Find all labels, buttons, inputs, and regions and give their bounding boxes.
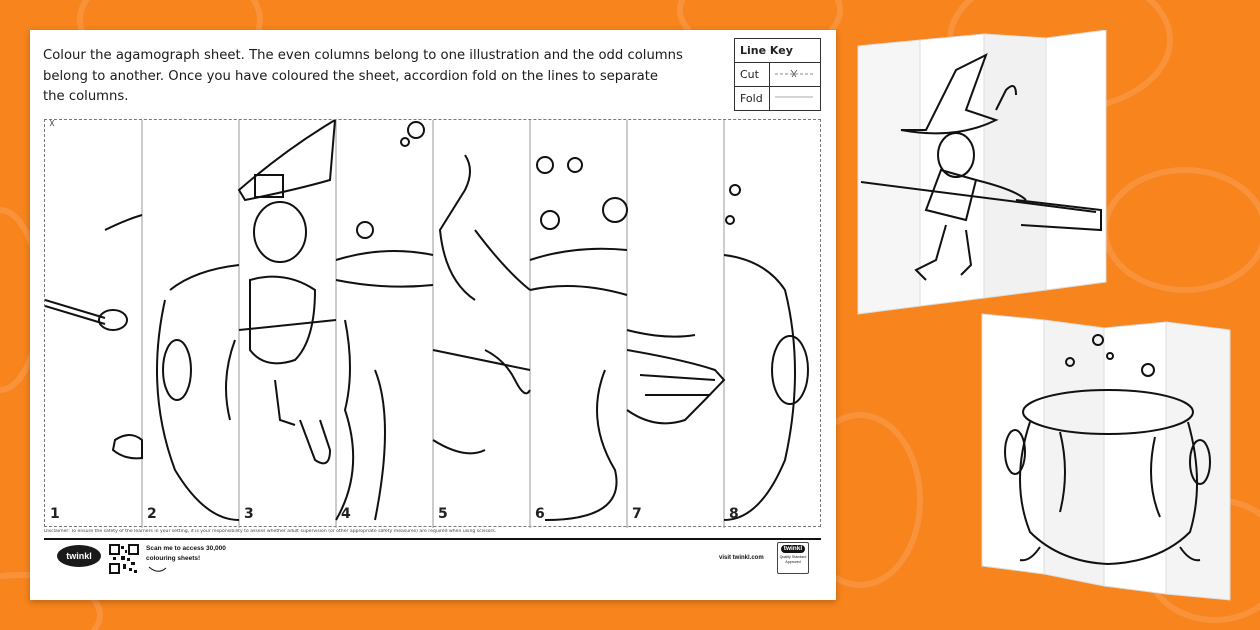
column-number-4: 4 [341,506,351,522]
footer-divider [44,538,821,540]
cut-line-sample [770,63,821,87]
qr-promo-text: Scan me to access 30,000 colouring sheets! [146,545,226,562]
column-number-1: 1 [50,506,60,522]
scissors-icon [49,120,55,126]
strip-3-witch [239,120,336,463]
agamograph-strips [44,119,821,527]
column-number-2: 2 [147,506,157,522]
strip-4-cauldron [336,122,433,520]
visit-twinkl-link[interactable]: visit twinkl.com [719,555,764,561]
column-number-3: 3 [244,506,254,522]
strip-7-witch [627,330,724,423]
strip-5-witch [433,155,530,453]
strip-6-cauldron [530,157,627,520]
quality-standard-badge [777,542,809,574]
line-key-fold-label: Fold [735,87,770,111]
folded-witch-preview [856,30,1108,316]
instructions-text: Colour the agamograph sheet. The even columns belong to one illustration and the odd columns belong to another. Once you have coloured the sheet, accordion fold on the lines to separate the columns. [43,48,683,104]
folded-cauldron-preview [980,312,1232,602]
strip-8-cauldron [724,185,808,520]
column-number-6: 6 [535,506,545,522]
line-key-cut-label: Cut [735,63,770,87]
column-number-8: 8 [729,506,739,522]
agamograph-worksheet [30,30,836,600]
strip-1-witch [45,215,142,458]
line-key-table [734,38,821,111]
qr-code-icon[interactable] [109,544,139,574]
badge-brand: twinkl [781,545,805,553]
badge-text: Quality Standard Approved [779,555,807,564]
curved-arrow-icon [148,565,168,573]
line-key-title: Line Key [735,39,821,63]
column-number-5: 5 [438,506,448,522]
strips-drawing [45,120,822,528]
safety-disclaimer: Disclaimer: To ensure the safety of the learners in your setting, it is your responsibility to assess whether adult supervision (or other appropriate safety measures) are required when using scissors. [44,529,497,534]
strip-2-cauldron [157,265,239,520]
fold-line-sample [770,87,821,111]
column-number-7: 7 [632,506,642,522]
twinkl-logo: twinkl [57,545,101,567]
